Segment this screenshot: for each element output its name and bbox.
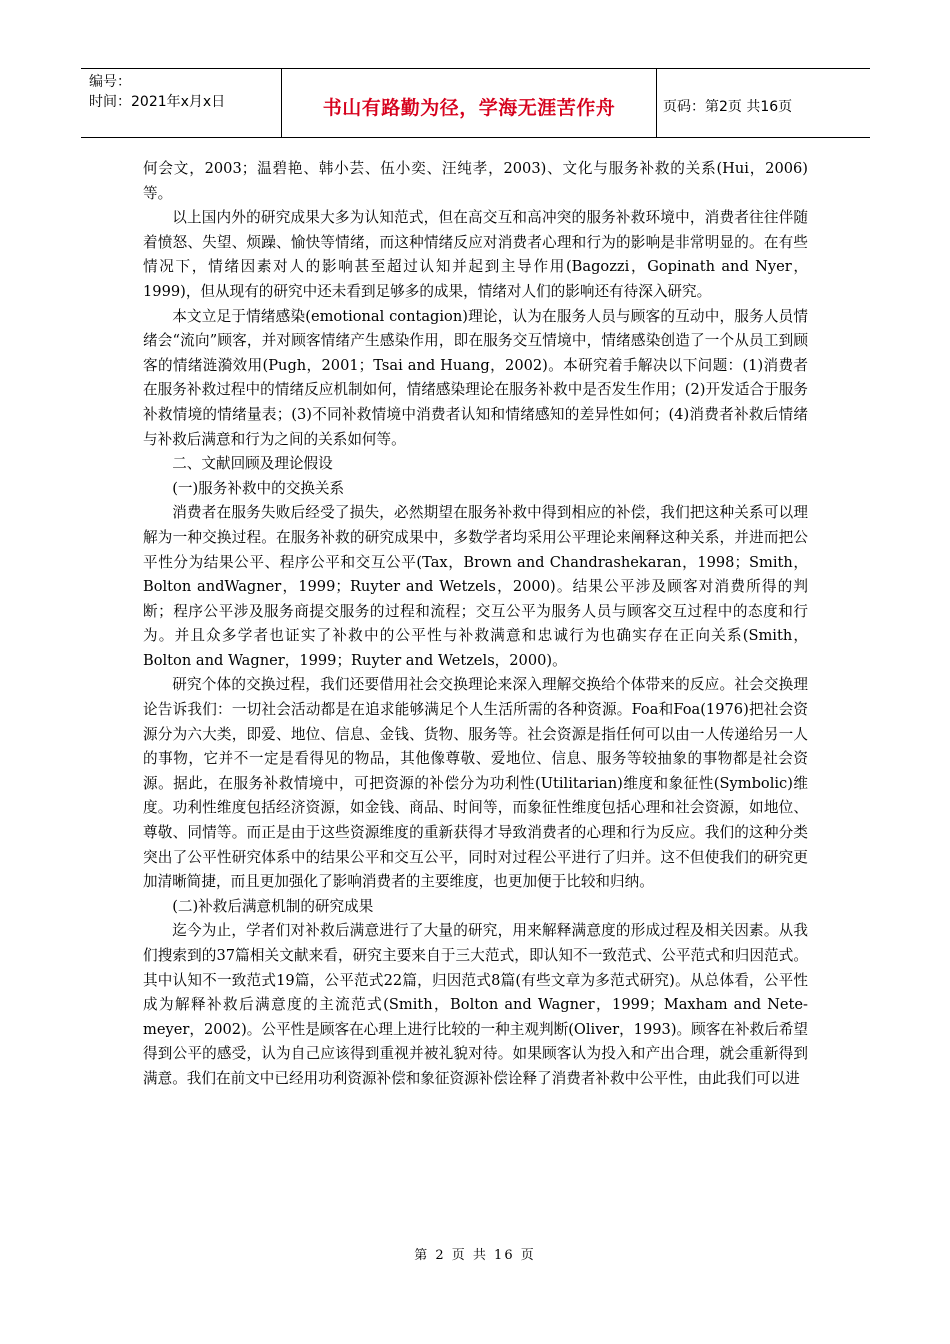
page-header	[81, 68, 870, 138]
paragraph: 以上国内外的研究成果大多为认知范式，但在高交互和高冲突的服务补救环境中，消费者往往伴随着愤怒、失望、烦躁、愉快等情绪，而这种情绪反应对消费者心理和行为的影响是非常明显的。在有些情况下，情绪因素对人的影响甚至超过认知并起到主导作用(Bagozzi，Gopinath and Nyer，1999)，但从现有的研究中还未看到足够多的成果，情绪对人们的影响还有待深入研究。	[143, 209, 808, 300]
header-page-info: 页码：第2页 共16页	[663, 99, 793, 115]
subsection-heading: (一)服务补救中的交换关系	[172, 479, 345, 497]
header-meta	[81, 69, 281, 137]
page-footer: 第 2 页 共 16 页	[414, 1248, 536, 1263]
paragraph: 迄今为止，学者们对补救后满意进行了大量的研究，用来解释满意度的形成过程及相关因素。从我们搜索到的37篇相关文献来看，研究主要来自于三大范式，即认知不一致范式、公平范式和归因范式。其中认知不一致范式19篇，公平范式22篇，归因范式8篇(有些文章为多范式研究)。从总体看，公平性成为解释补救后满意度的主流范式(Smith，Bolton and Wagner，1999；Maxham and Nete-meyer，2002)。公平性是顾客在心理上进行比较的一种主观判断(Oliver，1993)。顾客在补救后希望得到公平的感受，认为自己应该得到重视并被礼貌对待。如果顾客认为投入和产出合理，就会重新得到满意。我们在前文中已经用功利资源补偿和象征资源补偿诠释了消费者补救中公平性，由此我们可以进	[143, 922, 808, 1087]
section-heading: 二、文献回顾及理论假设	[172, 455, 333, 473]
time-label: 时间：2021年x月x日	[89, 94, 226, 110]
paragraph: 消费者在服务失败后经受了损失，必然期望在服务补救中得到相应的补偿，我们把这种关系可以理解为一种交换过程。在服务补救的研究成果中，多数学者均采用公平理论来阐释这种关系，并进而把公平性分为结果公平、程序公平和交互公平(Tax，Brown and Chandrashekaran，1998；Smith，Bolton andWagner，1999；Ruyter and Wetzels，2000)。结果公平涉及顾客对消费所得的判断；程序公平涉及服务商提交服务的过程和流程；交互公平为服务人员与顾客交互过程中的态度和行为。并且众多学者也证实了补救中的公平性与补救满意和忠诚行为也确实存在正向关系(Smith，Bolton and Wagner，1999；Ruyter and Wetzels，2000)。	[143, 504, 808, 669]
paragraph: 何会文，2003；温碧艳、韩小芸、伍小奕、汪纯孝，2003)、文化与服务补救的关系(Hui，2006)等。	[143, 160, 808, 202]
paragraph: 研究个体的交换过程，我们还要借用社会交换理论来深入理解交换给个体带来的反应。社会交换理论告诉我们：一切社会活动都是在追求能够满足个人生活所需的各种资源。Foa和Foa(1976)把社会资源分为六大类，即爱、地位、信息、金钱、货物、服务等。社会资源是指任何可以由一人传递给另一人的事物，它并不一定是看得见的物品，其他像尊敬、爱地位、信息、服务等较抽象的事物都是社会资源。据此，在服务补救情境中，可把资源的补偿分为功利性(Utilitarian)维度和象征性(Symbolic)维度。功利性维度包括经济资源，如金钱、商品、时间等，而象征性维度包括心理和社会资源，如地位、尊敬、同情等。而正是由于这些资源维度的重新获得才导致消费者的心理和行为反应。我们的这种分类突出了公平性研究体系中的结果公平和交互公平，同时对过程公平进行了归并。这不但使我们的研究更加清晰简捷，而且更加强化了影响消费者的主要维度，也更加便于比较和归纳。	[143, 676, 808, 891]
number-label: 编号：	[89, 74, 131, 90]
document-body	[143, 157, 808, 1092]
subsection-heading: (二)补救后满意机制的研究成果	[172, 897, 374, 915]
header-motto: 书山有路勤为径，学海无涯苦作舟	[281, 69, 657, 137]
paragraph: 本文立足于情绪感染(emotional contagion)理论，认为在服务人员与顾客的互动中，服务人员情绪会“流向”顾客，并对顾客情绪产生感染作用，即在服务交互情境中，情绪感染创造了一个从员工到顾客的情绪涟漪效用(Pugh，2001；Tsai and Huang，2002)。本研究着手解决以下问题：(1)消费者在服务补救过程中的情绪反应机制如何，情绪感染理论在服务补救中是否发生作用；(2)开发适合于服务补救情境的情绪量表；(3)不同补救情境中消费者认知和情绪感知的差异性如何；(4)消费者补救后情绪与补救后满意和行为之间的关系如何等。	[143, 307, 808, 448]
